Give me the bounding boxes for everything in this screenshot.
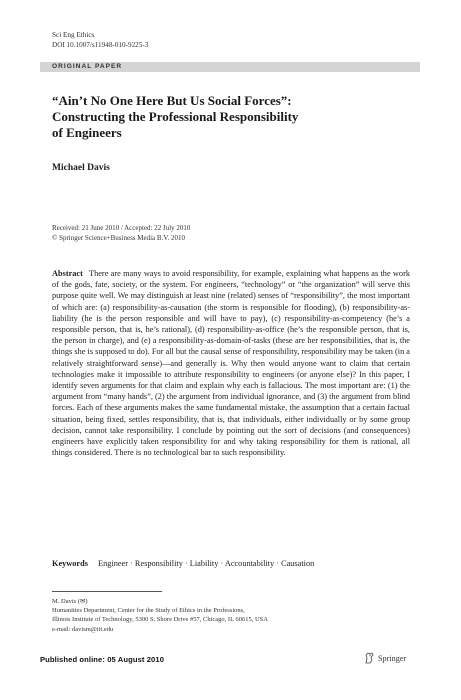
abstract-text: There are many ways to avoid responsibility, for example, explaining what happens as the work of the gods, fate, society, or the system. For engineers, “technology” or “the organization” will serve this purpose quite well. We may distinguish at least nine (related) senses of “responsibility”, the most important of which are: (a) responsibility-as-causation (the storm is responsible for flooding), (b) responsibility-as-liability (he is the person responsible and will have to pay), (c) responsibility-as-competency (he’s a responsible person, that is, he’s rational), (d) responsibility-as-office (he’s the responsible person, that is, the person in charge), and (e) a responsibility-as-domain-of-tasks (these are her responsibilities, that is, the things she is supposed to do). For all but the causal sense of responsibility, responsibility may be taken (in a relatively straightforward sense)—and generally is. Why then would anyone want to claim that certain technologies make it impossible to attribute responsibility to engineers (or anyone else)? In this paper, I identify seven arguments for that claim and explain why each is fallacious. The most important are: (1) the argument from “many hands”, (2) the argument from individual ignorance, and (3) the argument from blind forces. Each of these arguments makes the same fundamental mistake, the assumption that a certain factual situation, being fixed, settles responsibility, that is, that individuals, either individually or by some group decision, cannot take responsibility. I conclude by pointing out the sort of decisions (and consequences) engineers have explicitly taken responsibility for and why taking responsibility for them is rational, all things considered. There is no technological bar to such responsibility.	[52, 269, 410, 458]
springer-horse-icon	[364, 652, 375, 664]
keywords-label: Keywords	[52, 559, 88, 568]
received-accepted-dates: Received: 21 June 2010 / Accepted: 22 July 2010	[52, 224, 191, 232]
author-name: Michael Davis	[52, 163, 110, 173]
affiliation-author: M. Davis (✉)	[52, 598, 88, 605]
title-line: “Ain’t No One Here But Us Social Forces”:	[52, 93, 292, 108]
copyright-line: © Springer Science+Business Media B.V. 2010	[52, 234, 185, 242]
keyword-separator: ·	[274, 559, 282, 568]
springer-logo	[364, 652, 406, 664]
publication-dates	[52, 223, 190, 243]
paper-type-banner: ORIGINAL PAPER	[40, 62, 420, 72]
keyword: Accountability	[224, 559, 275, 568]
title-line: Constructing the Professional Responsibility	[52, 109, 299, 124]
abstract-label: Abstract	[52, 269, 83, 278]
keywords	[52, 558, 410, 569]
affiliation-line: Illinois Institute of Technology, 5300 S. Shore Drive #57, Chicago, IL 60615, USA	[52, 616, 268, 624]
affiliation-line: Humanities Department, Center for the Study of Ethics in the Professions,	[52, 607, 245, 615]
springer-wordmark: Springer	[378, 653, 407, 663]
affiliation-email[interactable]: e-mail: davism@iit.edu	[52, 625, 114, 633]
journal-header	[52, 30, 148, 50]
keyword: Responsibility	[134, 559, 183, 568]
title-line: of Engineers	[52, 125, 122, 140]
paper-title	[52, 93, 382, 141]
keyword-separator: ·	[127, 559, 135, 568]
keyword: Engineer	[98, 559, 128, 568]
keyword: Liability	[189, 559, 219, 568]
journal-name: Sci Eng Ethics	[52, 31, 95, 39]
keyword: Causation	[281, 559, 315, 568]
keyword-separator: ·	[182, 559, 190, 568]
keyword-separator: ·	[218, 559, 225, 568]
abstract	[52, 268, 410, 458]
footnote-divider	[52, 591, 162, 592]
journal-doi[interactable]: DOI 10.1007/s11948-010-9225-3	[52, 41, 149, 49]
published-online-date: Published online: 05 August 2010	[40, 655, 165, 664]
author-affiliation	[52, 597, 268, 634]
